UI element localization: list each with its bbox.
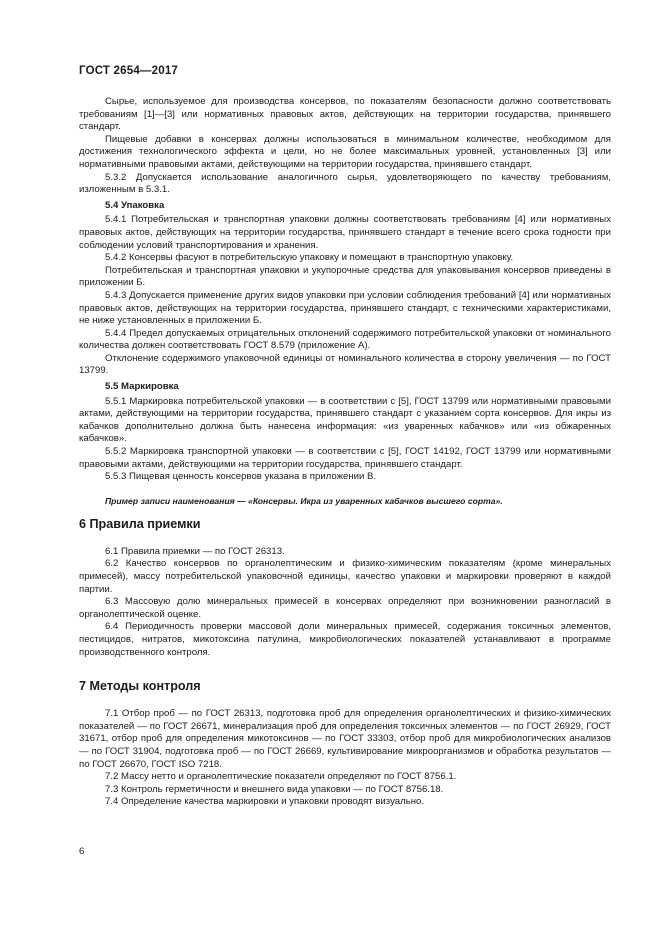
paragraph: 6.2 Качество консервов по органолептическим и физико-химическим показателям (кроме минеральных примесей), массу потребительской упаковочной единицы, качество упаковки и маркировки проверяют в каждой партии. <box>79 558 611 595</box>
paragraph: Потребительская и транспортная упаковки и укупорочные средства для упаковывания консервов приведены в приложении Б. <box>79 264 611 289</box>
paragraph: Пищевые добавки в консервах должны использоваться в минимальном количестве, необходимом для достижения технологического эффекта и цели, но не более максимальных уровней, установленных [3] или нормативными правовыми актами, действующими на территории государства, принявшего стандарт. <box>79 133 611 170</box>
paragraph: 7.4 Определение качества маркировки и упаковки проводят визуально. <box>105 796 424 808</box>
page-number: 6 <box>79 846 85 857</box>
section-title-control-methods: 7 Методы контроля <box>79 679 201 694</box>
document-body <box>79 96 611 809</box>
paragraph: 7.2 Массу нетто и органолептические показатели определяют по ГОСТ 8756.1. <box>105 771 457 783</box>
subsection-title-marking: 5.5 Маркировка <box>105 381 179 393</box>
paragraph: 5.4.3 Допускается применение других видов упаковки при условии соблюдения требований [4] или нормативных правовых актов, действующих на территории государства, принявшего стандарт, с техническими характеристиками, не ниже установленных в приложении Б. <box>79 289 611 327</box>
paragraph: 5.4.1 Потребительская и транспортная упаковки должны соответствовать требованиям [4] или нормативных правовых актов, действующих на территории государства, принявшего стандарт в течение всего срока годности при соблюдении условий транспортирования и хранения. <box>79 214 611 251</box>
paragraph: 5.5.2 Маркировка транспортной упаковки — в соответствии с [5], ГОСТ 14192, ГОСТ 13799 или нормативными правовыми актами, действующими на территории государства, принявшего стандарт. <box>79 446 611 470</box>
paragraph: 5.3.2 Допускается использование аналогичного сырья, удовлетворяющего по качеству требованиям, изложенным в 5.3.1. <box>79 171 611 196</box>
paragraph: Отклонение содержимого упаковочной единицы от номинального количества в сторону увеличения — по ГОСТ 13799. <box>79 352 611 377</box>
subsection-title-packaging: 5.4 Упаковка <box>105 199 165 211</box>
paragraph: 5.4.4 Предел допускаемых отрицательных отклонений содержимого потребительской упаковки от номинального количества должен соответствовать ГОСТ 8.579 (приложение А). <box>79 327 611 352</box>
paragraph: 6.4 Периодичность проверки массовой доли минеральных примесей, содержания токсичных элементов, пестицидов, нитратов, микотоксина патулина, микробиологических показателей устанавливают в программе производственного контроля. <box>79 621 611 658</box>
paragraph: 5.5.3 Пищевая ценность консервов указана в приложении В. <box>105 471 377 483</box>
naming-example: Пример записи наименования — «Консервы. Икра из уваренных кабачков высшего сорта». <box>105 495 503 506</box>
paragraph: 6.1 Правила приемки — по ГОСТ 26313. <box>105 545 285 557</box>
paragraph: 7.3 Контроль герметичности и внешнего вида упаковки — по ГОСТ 8756.18. <box>105 783 444 795</box>
section-title-acceptance-rules: 6 Правила приемки <box>79 516 201 531</box>
paragraph: 6.3 Массовую долю минеральных примесей в консервах определяют при возникновении разногласий в органолептической оценке. <box>79 596 611 620</box>
paragraph: 5.4.2 Консервы фасуют в потребительскую упаковку и помещают в транспортную упаковку. <box>105 252 514 264</box>
paragraph: 5.5.1 Маркировка потребительской упаковки — в соответствии с [5], ГОСТ 13799 или нормативными правовыми актами, действующими на территории государства, принявшего стандарт с указанием сорта консервов. Для икры из кабачков дополнительно должна быть нанесена информация: «из уваренных кабачков» или «из обжаренных кабачков». <box>79 395 611 445</box>
standard-header: ГОСТ 2654—2017 <box>79 65 179 77</box>
paragraph: Сырье, используемое для производства консервов, по показателям безопасности должно соответствовать требованиям [1]—[3] или нормативных правовых актов, действующих на территории государства, принявшего стандарт. <box>79 96 611 133</box>
paragraph: 7.1 Отбор проб — по ГОСТ 26313, подготовка проб для определения органолептических и физико-химических показателей — по ГОСТ 26671, минерализация проб для определения токсичных элементов — по ГОСТ 26929, ГОСТ 31671, отбор проб для определения микотоксинов — по ГОСТ 33303, отбор проб для микробиологических анализов — по ГОСТ 31904, подготовка проб — по ГОСТ 26669, культивирование микроорганизмов и обработка результатов — по ГОСТ 26670, ГОСТ ISO 7218. <box>79 708 611 770</box>
